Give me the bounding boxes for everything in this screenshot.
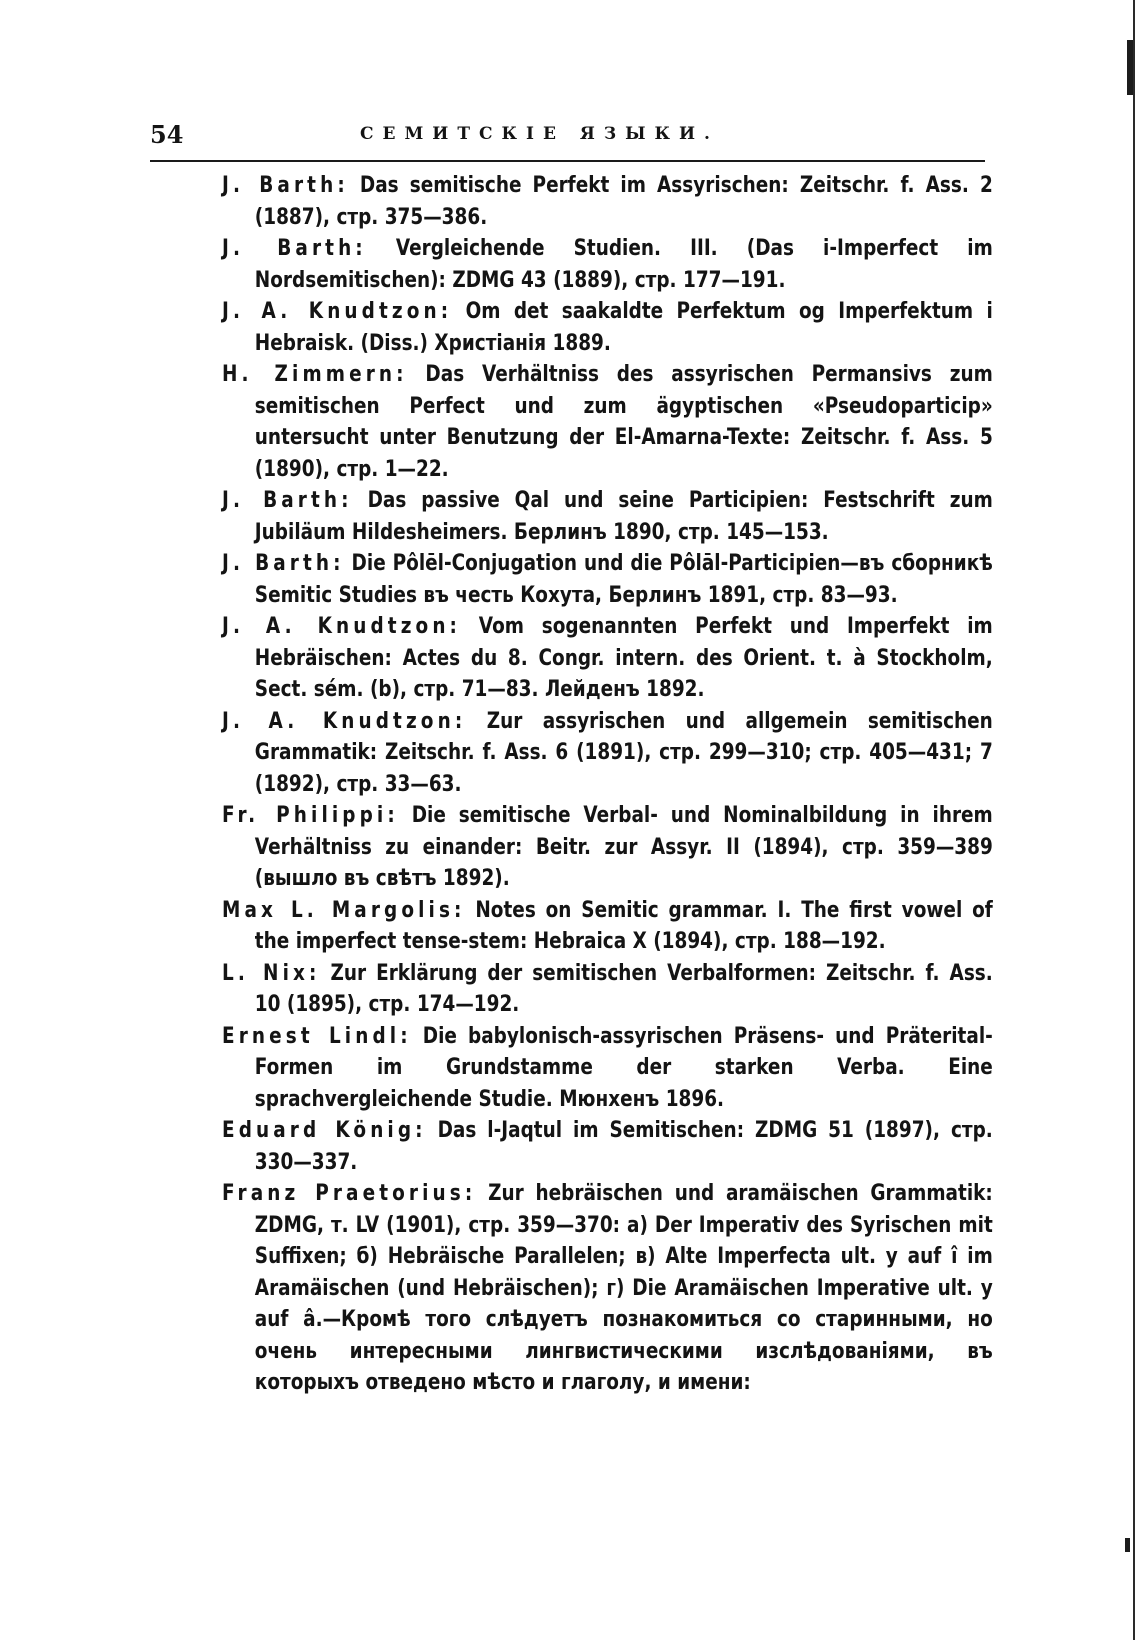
entry-text: Die babylonisch-assyrischen Präsens- und Präterital-Formen im Grundstamme der starken Verba. Eine sprachvergleichende Studie. Мюнхенъ 1896. (254, 1022, 993, 1112)
bibliography-entry (222, 958, 993, 1021)
page-edge-mark (1127, 40, 1133, 95)
entry-author: Fr. Philippi: (222, 802, 399, 828)
page-header (150, 120, 985, 160)
entry-author: J. A. Knudtzon: (222, 707, 467, 734)
header-rule (150, 160, 985, 162)
entry-author: J. Barth: (222, 550, 345, 576)
entry-text: Das passive Qal und seine Participien: Festschrift zum Jubiläum Hildesheimers. Берлинъ 1890, стр. 145—153. (254, 487, 993, 545)
bibliography-entry (222, 1021, 993, 1116)
entry-text: Die Pôlēl-Conjugation und die Pôlāl-Participien—въ сборникѣ Semitic Studies въ честь Кохута, Берлинъ 1891, стр. 83—93. (254, 550, 993, 608)
entry-author: Franz Praetorius: (222, 1180, 477, 1206)
entry-author: L. Nix: (222, 959, 321, 986)
entry-author: Eduard König: (222, 1117, 427, 1143)
entry-author: J. Barth: (222, 235, 367, 261)
entry-text: Das semitische Perfekt im Assyrischen: Zeitschr. f. Ass. 2 (1887), стр. 375—386. (254, 172, 993, 230)
running-title: СЕМИТСКІЕ ЯЗЫКИ. (360, 124, 719, 144)
entry-text: Zur hebräischen und aramäischen Grammatik: ZDMG, т. LV (1901), стр. 359—370: а) Der Imperativ des Syrischen mit Suffixen; б) Hebräische Parallelen; в) Alte Imperfecta ult. y auf î im Aramäischen (und Hebräischen); г) Die Aramäischen Imperative ult. y auf â.—Кромѣ того слѣдуетъ познакомиться со старинными, но очень интересными лингвистическими изслѣдованіями, въ которыхъ отведено мѣсто и глаголу, и имени: (254, 1180, 993, 1395)
page-number: 54 (150, 120, 184, 149)
entry-text: Die semitische Verbal- und Nominalbildung in ihrem Verhältniss zu einander: Beitr. zur Assyr. II (1894), стр. 359—389 (вышло въ свѣтъ 1892). (254, 802, 993, 891)
bibliography-entry (222, 800, 993, 895)
bibliography-entry (222, 359, 993, 485)
bibliography-entry (222, 1178, 993, 1399)
entry-text: Zur assyrischen und allgemein semitischen Grammatik: Zeitschr. f. Ass. 6 (1891), стр. 299—310; стр. 405—431; 7 (1892), стр. 33—63. (254, 707, 993, 797)
entry-author: Ernest Lindl: (222, 1022, 412, 1049)
entry-author: J. Barth: (222, 172, 349, 198)
page-edge-line (1133, 0, 1135, 1640)
bibliography-entry (222, 485, 993, 548)
entry-text: Vergleichende Studien. III. (Das i-Imperfect im Nordsemitischen): ZDMG 43 (1889), стр. 177—191. (254, 235, 993, 293)
entry-text: Das l-Jaqtul im Semitischen: ZDMG 51 (1897), стр. 330—337. (254, 1117, 993, 1175)
bibliography-entry (222, 895, 993, 958)
entry-text: Om det saakaldte Perfektum og Imperfektum i Hebraisk. (Diss.) Христіанія 1889. (254, 298, 993, 356)
entry-author: J. A. Knudtzon: (222, 298, 453, 324)
bibliography-entry (222, 1115, 993, 1178)
page-edge-dot (1125, 1538, 1130, 1552)
bibliography-entry (222, 611, 993, 706)
entry-author: J. A. Knudtzon: (222, 613, 462, 639)
bibliography-entry (222, 548, 993, 611)
bibliography-entry (222, 296, 993, 359)
entry-text: Notes on Semitic grammar. I. The first vowel of the imperfect tense-stem: Hebraica X (1894), стр. 188—192. (254, 896, 993, 954)
entry-text: Vom sogenannten Perfekt und Imperfekt im Hebräischen: Actes du 8. Congr. intern. des Orient. t. à Stockholm, Sect. sém. (b), стр. 71—83. Лейденъ 1892. (254, 613, 993, 702)
entry-author: J. Barth: (222, 487, 353, 513)
entry-author: H. Zimmern: (222, 361, 408, 387)
bibliography-entry (222, 170, 993, 233)
entry-text: Das Verhältniss des assyrischen Permansivs zum semitischen Perfect und zum ägyptischen «Pseudoparticip» untersucht unter Benutzung der El-Amarna-Texte: Zeitschr. f. Ass. 5 (1890), стр. 1—22. (254, 361, 993, 482)
bibliography-entry (222, 233, 993, 296)
bibliography-list (222, 170, 993, 1399)
entry-text: Zur Erklärung der semitischen Verbalformen: Zeitschr. f. Ass. 10 (1895), стр. 174—192. (254, 959, 993, 1017)
entry-author: Max L. Margolis: (222, 896, 466, 923)
bibliography-entry (222, 706, 993, 801)
